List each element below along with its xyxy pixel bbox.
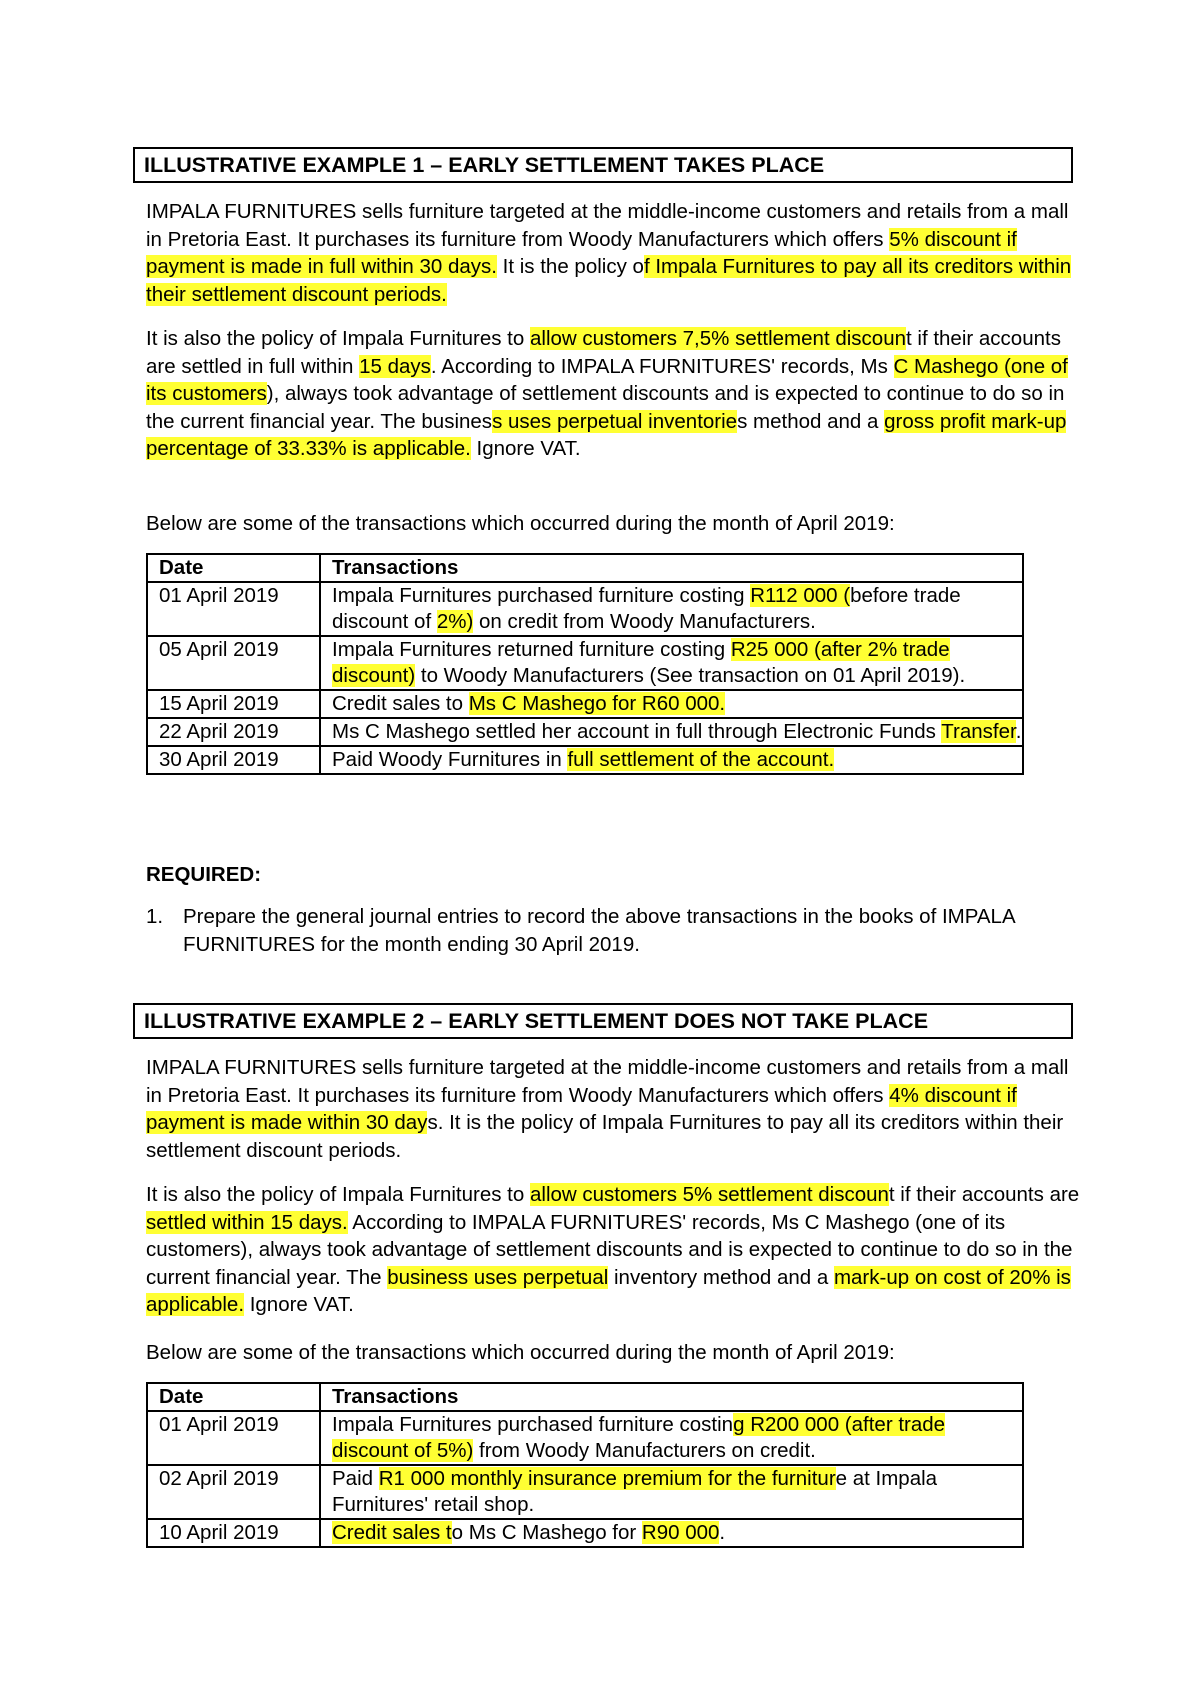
text-run: Impala Furnitures purchased furniture costing (332, 584, 751, 607)
text-run: e at Impala Furnitures' retail shop. (332, 1467, 938, 1516)
highlighted-text: Ms C Mashego for R60 000. (468, 692, 726, 715)
row-transaction (320, 1465, 1023, 1519)
text-run: According to IMPALA FURNITURES' records, Ms C Mashego (one of its customers), always took advantage of settlement discounts and is expected to continue to do so in the current financial year. The (146, 1210, 1073, 1289)
text-run: Ms C Mashego settled her account in full through Electronic Funds (332, 720, 942, 743)
row-transaction (320, 636, 1023, 690)
row-transaction (320, 718, 1023, 746)
column-header-date: Date (147, 554, 320, 582)
table-row (147, 1519, 1023, 1547)
highlighted-text: settled within 15 days. (146, 1210, 348, 1234)
highlighted-text: 15 days (359, 354, 431, 378)
table-header-row (147, 554, 1023, 582)
text-run: . According to IMPALA FURNITURES' records, Ms (430, 354, 894, 378)
highlighted-text: mark-up on cost of 20% is applicable. (146, 1265, 1071, 1316)
table-header-row (147, 1383, 1023, 1411)
text-run: It is also the policy of Impala Furnitures to (146, 327, 530, 350)
text-run: Credit sales to (332, 692, 469, 715)
example-1-transactions-table (146, 553, 1024, 775)
table-row (147, 636, 1023, 690)
table-row (147, 1465, 1023, 1519)
example-1-paragraph-2 (146, 325, 1086, 463)
row-transaction (320, 582, 1023, 636)
text-run: o Ms C Mashego for (451, 1521, 642, 1544)
table-row (147, 1411, 1023, 1465)
text-run: Paid Woody Furnitures in (332, 748, 568, 771)
text-run: . (719, 1521, 726, 1544)
row-transaction (320, 690, 1023, 718)
text-run: t if their accounts are settled in full within (146, 327, 1061, 378)
text-run: . (1015, 720, 1022, 743)
column-header-transactions: Transactions (320, 1383, 1023, 1411)
highlighted-text: g R200 000 (after trade discount of 5%) (332, 1413, 946, 1462)
text-run: ), always took advantage of settlement discounts and is expected to continue to do so in the current financial year. The busines (146, 382, 1065, 433)
row-date: 10 April 2019 (147, 1519, 320, 1547)
highlighted-text: C Mashego (one of its customers (146, 354, 1068, 405)
row-transaction (320, 1411, 1023, 1465)
highlighted-text: Transfer (941, 720, 1016, 743)
highlighted-text: gross profit mark-up percentage of 33.33% is applicable. (146, 409, 1067, 460)
highlighted-text: R25 000 (after 2% trade discount) (332, 638, 950, 687)
text-run: IMPALA FURNITURES sells furniture targeted at the middle-income customers and retails from a mall in Pretoria East. It purchases its furniture from Woody Manufacturers which offers (146, 1056, 1069, 1107)
text-run: t if their accounts are (888, 1183, 1080, 1206)
example-2-paragraph-2 (146, 1181, 1086, 1319)
table-row (147, 582, 1023, 636)
highlighted-text: 4% discount if payment is made within 30 day (146, 1083, 1017, 1134)
list-number: 1. (146, 905, 164, 928)
row-date: 05 April 2019 (147, 636, 320, 690)
required-heading: REQUIRED: (146, 863, 262, 886)
example-1-heading: ILLUSTRATIVE EXAMPLE 1 – EARLY SETTLEMENT TAKES PLACE (133, 147, 1073, 183)
text-run: s. It is the policy of Impala Furnitures to pay all its creditors within their settlement discount periods. (146, 1111, 1064, 1162)
row-date: 15 April 2019 (147, 690, 320, 718)
text-run: Ignore VAT. (470, 437, 581, 460)
highlighted-text: 2%) (436, 610, 474, 633)
text-run: on credit from Woody Manufacturers. (473, 610, 816, 633)
row-transaction (320, 746, 1023, 774)
highlighted-text: R1 000 monthly insurance premium for the furnitur (378, 1467, 836, 1490)
text-run: s method and a (737, 409, 885, 433)
text-run: It is also the policy of Impala Furnitures to (146, 1183, 530, 1206)
row-date: 01 April 2019 (147, 582, 320, 636)
text-run: from Woody Manufacturers on credit. (473, 1439, 816, 1462)
highlighted-text: Credit sales t (332, 1521, 452, 1544)
highlighted-text: s uses perpetual inventorie (492, 409, 738, 433)
row-transaction (320, 1519, 1023, 1547)
highlighted-text: allow customers 7,5% settlement discoun (529, 327, 906, 350)
table-row (147, 746, 1023, 774)
example-1-paragraph-1 (146, 198, 1086, 308)
text-run: to Woody Manufacturers (See transaction on 01 April 2019). (415, 664, 966, 687)
row-date: 30 April 2019 (147, 746, 320, 774)
example-2-paragraph-3: Below are some of the transactions which occurred during the month of April 2019: (146, 1341, 895, 1364)
highlighted-text: full settlement of the account. (567, 748, 835, 771)
table-row (147, 718, 1023, 746)
text-run: Ignore VAT. (244, 1293, 354, 1316)
row-date: 02 April 2019 (147, 1465, 320, 1519)
row-date: 01 April 2019 (147, 1411, 320, 1465)
text-run: Impala Furnitures purchased furniture costin (332, 1413, 734, 1436)
example-2-heading: ILLUSTRATIVE EXAMPLE 2 – EARLY SETTLEMENT DOES NOT TAKE PLACE (133, 1003, 1073, 1039)
example-2-transactions-table (146, 1382, 1024, 1548)
example-2-paragraph-1 (146, 1054, 1086, 1164)
highlighted-text: business uses perpetual (387, 1265, 609, 1289)
column-header-date: Date (147, 1383, 320, 1411)
list-item-text: Prepare the general journal entries to record the above transactions in the books of IMPALA FURNITURES for the month ending 30 April 2019. (183, 905, 1015, 956)
text-run: IMPALA FURNITURES sells furniture targeted at the middle-income customers and retails from a mall in Pretoria East. It purchases its furniture from Woody Manufacturers which offers (146, 200, 1069, 251)
highlighted-text: 5% discount if payment is made in full within 30 days. (146, 227, 1017, 278)
text-run: before trade discount of (332, 584, 961, 633)
highlighted-text: allow customers 5% settlement discoun (529, 1183, 889, 1206)
example-1-paragraph-3: Below are some of the transactions which occurred during the month of April 2019: (146, 512, 895, 535)
text-run: Paid (332, 1467, 379, 1490)
table-row (147, 690, 1023, 718)
column-header-transactions: Transactions (320, 554, 1023, 582)
highlighted-text: f Impala Furnitures to pay all its creditors within their settlement discount periods. (146, 255, 1072, 306)
row-date: 22 April 2019 (147, 718, 320, 746)
text-run: Impala Furnitures returned furniture costing (332, 638, 731, 661)
highlighted-text: R112 000 ( (750, 584, 851, 607)
highlighted-text: R90 000 (641, 1521, 720, 1544)
text-run: inventory method and a (608, 1265, 834, 1289)
required-item-1 (146, 903, 1086, 963)
text-run: It is the policy o (496, 255, 644, 278)
